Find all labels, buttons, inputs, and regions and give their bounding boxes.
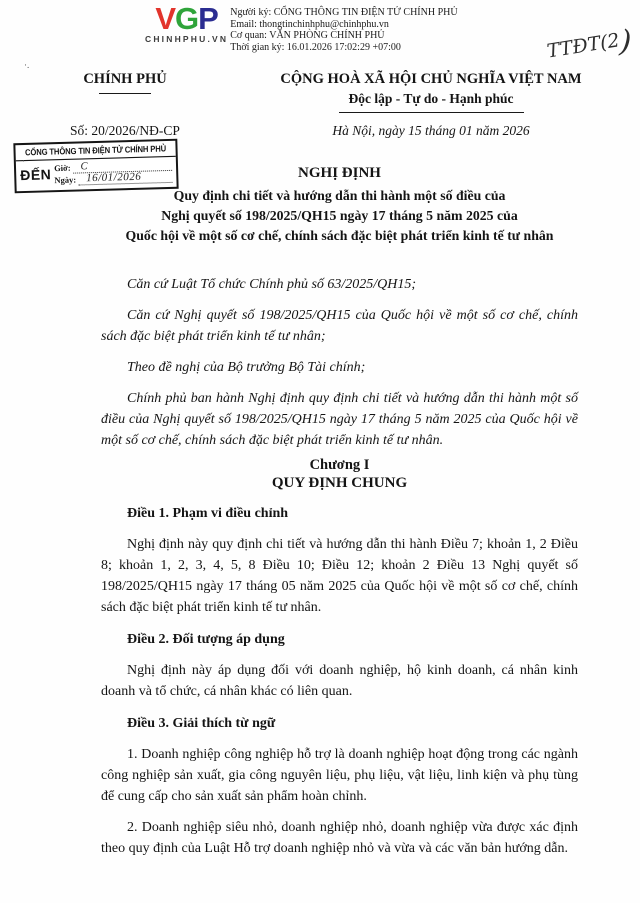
decree-subtitle: [101, 186, 578, 246]
stamp-date-label: Ngày:: [54, 174, 77, 186]
preamble-paragraph-1: Căn cứ Luật Tổ chức Chính phủ số 63/2025/QH15;: [127, 277, 417, 292]
national-title-column: [250, 71, 640, 113]
preamble-section: [101, 274, 578, 451]
preamble-paragraph-4: Chính phủ ban hành Nghị định quy định chi tiết và hướng dẫn thi hành một số điều của Nghị quyết số 198/2025/QH15 ngày 17 tháng 5 năm 2025 của Quốc hội về một số cơ chế, chính sách đặc biệt phát triển kinh tế tư nhân.: [101, 391, 578, 448]
logo-domain-text: CHINHPHU.VN: [145, 34, 229, 44]
stamp-org-title: CỔNG THÔNG TIN ĐIỆN TỬ CHÍNH PHỦ: [15, 140, 175, 162]
scan-speck: ·.: [24, 60, 30, 70]
stamp-date-row: [54, 171, 172, 186]
document-number-row: [0, 123, 640, 139]
org-divider: [99, 93, 151, 94]
article-1-heading: Điều 1. Phạm vi điều chỉnh: [127, 506, 289, 521]
article-3-heading: Điều 3. Giải thích từ ngữ: [127, 716, 276, 731]
logo-letter-p: P: [198, 1, 218, 36]
article-2: [101, 632, 578, 702]
decree-title: NGHỊ ĐỊNH: [298, 165, 381, 181]
article-2-paragraph-1: Nghị định này áp dụng đối với doanh nghiệp, hộ kinh doanh, cá nhân kinh doanh và tổ chức, cá nhân khác có liên quan.: [101, 663, 578, 699]
preamble-paragraph-2: Căn cứ Nghị quyết số 198/2025/QH15 của Quốc hội về một số cơ chế, chính sách đặc biệt phát triển kinh tế tư nhân;: [101, 308, 578, 344]
stamp-fields: [54, 159, 173, 186]
article-3-paragraph-2: 2. Doanh nghiệp siêu nhỏ, doanh nghiệp nhỏ, doanh nghiệp vừa được xác định theo quy định của Luật Hỗ trợ doanh nghiệp nhỏ và vừa và các văn bản hướng dẫn.: [101, 820, 578, 856]
handwritten-note: TTĐT(2): [545, 23, 633, 63]
signature-email: Email: thongtinchinhphu@chinhphu.vn: [230, 18, 389, 30]
decree-subtitle-line-2: Nghị quyết số 198/2025/QH15 ngày 17 tháng 5 năm 2025 của: [161, 208, 518, 223]
stamp-hour-label: Giờ:: [53, 162, 71, 174]
article-1: [101, 506, 578, 618]
document-top-row: [0, 0, 640, 53]
scan-speck: ·: [22, 156, 25, 166]
signature-signer: Người ký: CỔNG THÔNG TIN ĐIỆN TỬ CHÍNH PHỦ: [230, 7, 458, 18]
handwritten-stroke: ): [618, 23, 633, 60]
document-number: Số: 20/2026/NĐ-CP: [70, 123, 180, 138]
vgp-logo: [145, 1, 229, 53]
stamp-den-label: ĐẾN: [20, 166, 52, 184]
logo-letter-v: V: [155, 1, 176, 36]
document-body: [0, 165, 640, 859]
logo-letter-g: G: [175, 1, 199, 36]
chapter-label: Chương I: [309, 457, 370, 473]
article-1-paragraph-1: Nghị định này quy định chi tiết và hướng dẫn thi hành Điều 7; khoản 1, 2 Điều 8; khoản 1, 2, 3, 4, 5, 8 Điều 10; Điều 12; khoản 2 Điều 13 Nghị quyết số 198/2025/QH15 ngày 17 tháng 05 năm 2025 của Quốc hội về một số cơ chế, chính sách đặc biệt phát triển kinh tế tư nhân.: [101, 537, 578, 615]
place-date-line: Hà Nội, ngày 15 tháng 01 năm 2026: [332, 123, 530, 138]
chapter-title: QUY ĐỊNH CHUNG: [271, 475, 408, 491]
issuing-org-column: [0, 71, 250, 113]
signature-agency: Cơ quan: VĂN PHÒNG CHÍNH PHỦ: [230, 30, 385, 41]
article-2-heading: Điều 2. Đối tượng áp dụng: [127, 632, 285, 647]
national-header-row: [0, 71, 640, 113]
stamp-hour-value: C: [72, 159, 172, 174]
national-title: CỘNG HOÀ XÃ HỘI CHỦ NGHĨA VIỆT NAM: [280, 71, 582, 87]
chapter-heading: [101, 457, 578, 492]
issuing-org-name: CHÍNH PHỦ: [83, 71, 167, 87]
vgp-logo-letters: [145, 1, 228, 36]
stamp-date-value: 16/01/2026: [78, 171, 173, 186]
decree-subtitle-line-3: Quốc hội về một số cơ chế, chính sách đặc biệt phát triển kinh tế tư nhân: [125, 228, 554, 243]
article-3-paragraph-1: 1. Doanh nghiệp công nghiệp hỗ trợ là doanh nghiệp hoạt động trong các ngành công nghiệp sản xuất, gia công nguyên liệu, phụ liệu, vật liệu, linh kiện và phụ tùng để cung cấp cho sản xuất sản phẩm hoàn chỉnh.: [101, 747, 578, 804]
arrival-stamp: [13, 139, 178, 194]
preamble-paragraph-3: Theo đề nghị của Bộ trưởng Bộ Tài chính;: [127, 360, 366, 375]
decree-subtitle-line-1: Quy định chi tiết và hướng dẫn thi hành một số điều của: [173, 188, 506, 203]
motto-divider: [339, 112, 524, 113]
stamp-body: [16, 156, 177, 191]
digital-signature-block: [230, 6, 457, 53]
signature-time: Thời gian ký: 16.01.2026 17:02:29 +07:00: [230, 41, 401, 53]
article-3: [101, 716, 578, 859]
national-motto: Độc lập - Tự do - Hạnh phúc: [348, 91, 514, 106]
